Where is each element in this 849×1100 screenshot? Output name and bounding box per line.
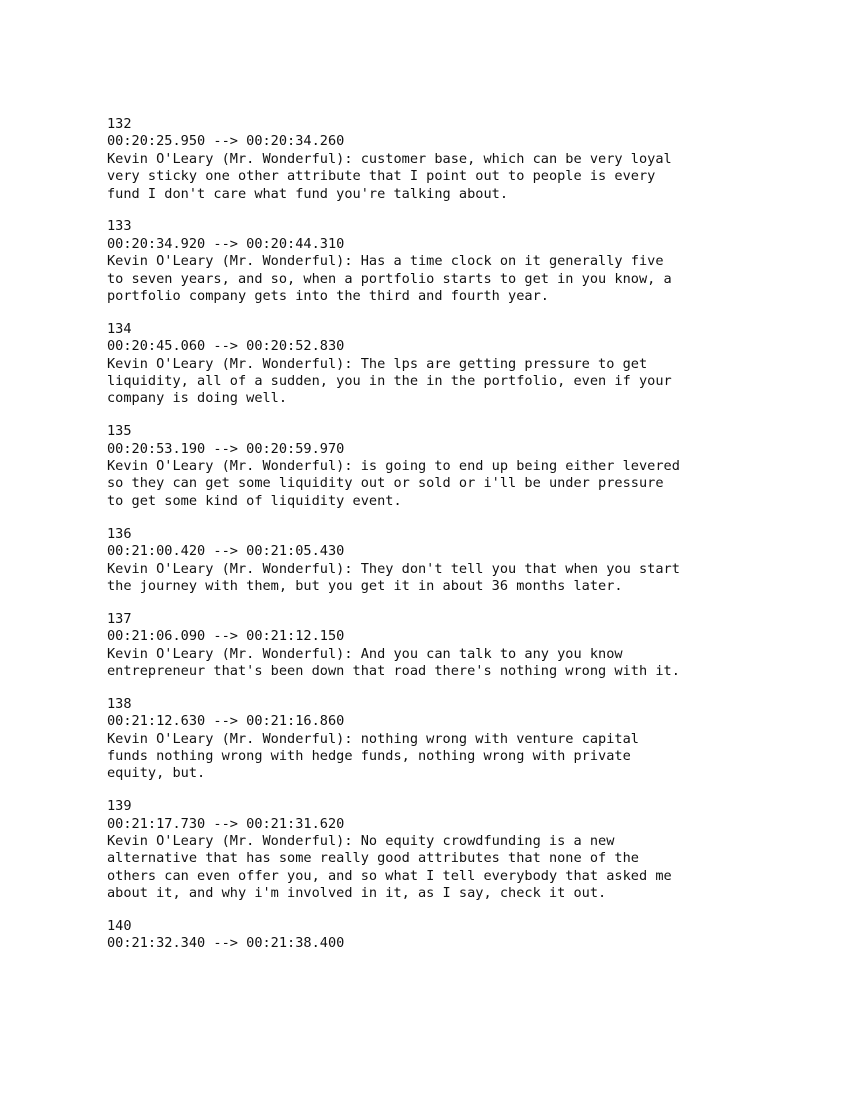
cue-text-line: equity, but.	[107, 765, 206, 782]
cue-timing: 00:21:32.340 --> 00:21:38.400	[107, 935, 345, 952]
subtitle-cue	[107, 423, 807, 510]
cue-timing: 00:21:00.420 --> 00:21:05.430	[107, 543, 345, 560]
cue-text-line: Kevin O'Leary (Mr. Wonderful): No equity crowdfunding is a new	[107, 832, 615, 849]
cue-index: 132	[107, 116, 132, 132]
cue-index: 133	[107, 218, 132, 235]
subtitle-cue	[107, 321, 807, 408]
cue-text-line: others can even offer you, and so what I tell everybody that asked me	[107, 867, 672, 884]
cue-text-line: very sticky one other attribute that I point out to people is every	[107, 168, 656, 185]
cue-text-line: liquidity, all of a sudden, you in the in the portfolio, even if your	[107, 373, 672, 390]
cue-text-line: fund I don't care what fund you're talking about.	[107, 185, 509, 202]
cue-index: 134	[107, 320, 132, 337]
subtitle-cue	[107, 798, 807, 902]
cue-index: 140	[107, 917, 132, 934]
cue-text-line: Kevin O'Leary (Mr. Wonderful): nothing wrong with venture capital	[107, 730, 639, 747]
subtitle-cue	[107, 611, 807, 681]
cue-text-line: to get some kind of liquidity event.	[107, 492, 402, 509]
cue-text-line: Kevin O'Leary (Mr. Wonderful): They don't tell you that when you start	[107, 560, 680, 577]
cue-text-line: the journey with them, but you get it in about 36 months later.	[107, 577, 623, 594]
cue-text-line: Kevin O'Leary (Mr. Wonderful): And you can talk to any you know	[107, 645, 623, 662]
cue-index: 136	[107, 525, 132, 542]
cue-index: 139	[107, 798, 132, 815]
cue-text-line: Kevin O'Leary (Mr. Wonderful): customer base, which can be very loyal	[107, 150, 672, 167]
cue-timing: 00:20:53.190 --> 00:20:59.970	[107, 440, 345, 457]
cue-timing: 00:21:12.630 --> 00:21:16.860	[107, 713, 345, 730]
subtitle-cue	[107, 116, 807, 203]
subtitle-cue	[107, 918, 807, 953]
cue-text-line: about it, and why i'm involved in it, as I say, check it out.	[107, 885, 607, 902]
cue-timing: 00:21:06.090 --> 00:21:12.150	[107, 628, 345, 645]
cue-text-line: Kevin O'Leary (Mr. Wonderful): Has a time clock on it generally five	[107, 253, 664, 270]
cue-text-line: portfolio company gets into the third and fourth year.	[107, 288, 549, 305]
cue-text-line: to seven years, and so, when a portfolio starts to get in you know, a	[107, 270, 672, 287]
cue-text-line: so they can get some liquidity out or sold or i'll be under pressure	[107, 475, 664, 492]
subtitle-cue	[107, 218, 807, 305]
subtitle-cue	[107, 526, 807, 596]
transcript	[107, 116, 807, 968]
cue-index: 138	[107, 695, 132, 712]
cue-text-line: funds nothing wrong with hedge funds, nothing wrong with private	[107, 747, 631, 764]
subtitle-cue	[107, 696, 807, 783]
cue-timing: 00:20:25.950 --> 00:20:34.260	[107, 133, 345, 150]
cue-index: 137	[107, 610, 132, 627]
cue-timing: 00:21:17.730 --> 00:21:31.620	[107, 815, 345, 832]
cue-text-line: entrepreneur that's been down that road there's nothing wrong with it.	[107, 662, 680, 679]
cue-text-line: alternative that has some really good attributes that none of the	[107, 850, 639, 867]
cue-index: 135	[107, 423, 132, 440]
cue-text-line: Kevin O'Leary (Mr. Wonderful): is going to end up being either levered	[107, 458, 680, 475]
cue-timing: 00:20:45.060 --> 00:20:52.830	[107, 338, 345, 355]
cue-timing: 00:20:34.920 --> 00:20:44.310	[107, 235, 345, 252]
cue-text-line: Kevin O'Leary (Mr. Wonderful): The lps are getting pressure to get	[107, 355, 648, 372]
cue-text-line: company is doing well.	[107, 390, 288, 407]
